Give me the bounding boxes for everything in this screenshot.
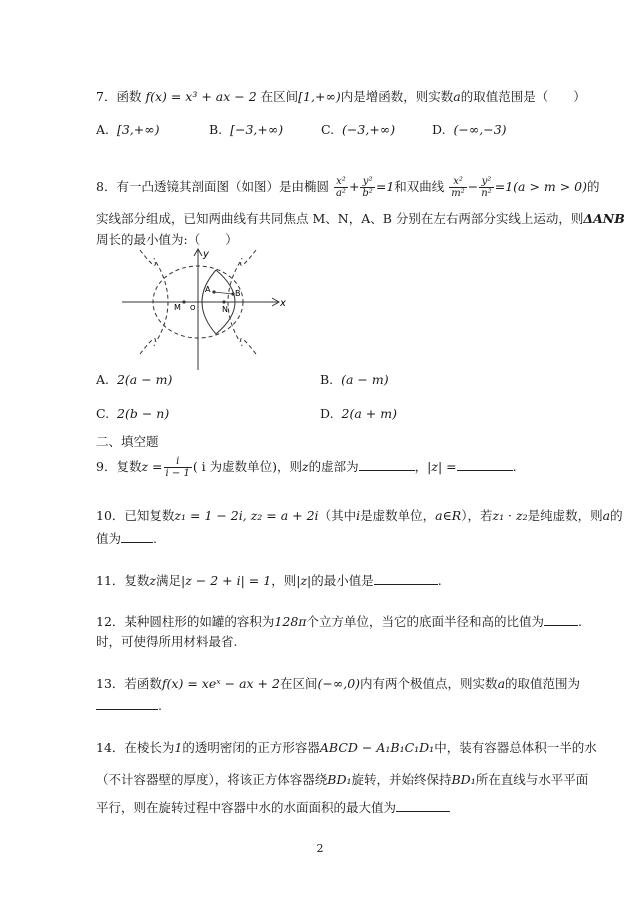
q9-blank-2[interactable]	[457, 458, 513, 471]
point-n	[222, 300, 225, 303]
q14-stem-line2: （不计容器壁的厚度），将该正方体容器绕BD₁旋转，并始终保持BD₁所在直线与水平平面	[96, 772, 589, 787]
q13-blank[interactable]	[96, 697, 158, 710]
label-a: A	[205, 285, 211, 294]
label-b: B	[235, 289, 241, 298]
q13-stem: 13．若函数f(x) = xeˣ − ax + 2在区间(−∞,0)内有两个极值点，则实数a的取值范围为	[96, 676, 581, 691]
q10-stem-line1: 10．已知复数z₁ = 1 − 2i, z₂ = a + 2i（其中i是虚数单位，a∈R），若z₁ · z₂是纯虚数，则a的	[96, 508, 623, 523]
x-axis-label: x	[280, 298, 286, 309]
q7-option-b: B. [−3,+∞)	[209, 122, 284, 137]
q8-option-a: A. 2(a − m)	[96, 372, 173, 387]
label-n: N	[222, 305, 228, 314]
q14-stem-line1: 14．在棱长为1的透明密闭的正方形容器ABCD − A₁B₁C₁D₁中，装有容器总体积一半的水	[96, 740, 597, 755]
label-m: M	[174, 303, 181, 312]
q8-stem-line2: 实线部分组成，已知两曲线有共同焦点 M、N，A、B 分别在左右两部分实线上运动，则ΔANB	[96, 211, 625, 226]
q12-stem-line2: 时，可使得所用材料最省.	[96, 634, 238, 649]
q7-function: f(x) = x³ + ax − 2	[145, 89, 257, 104]
q12-stem-line1: 12．某种圆柱形的如罐的容积为128π个立方单位，当它的底面半径和高的比值为 .	[96, 614, 582, 629]
section-fill-in-title: 二、填空题	[96, 434, 159, 449]
label-o: O	[190, 304, 196, 312]
q8-option-d: D. 2(a + m)	[320, 406, 397, 421]
q10-blank[interactable]	[121, 530, 153, 543]
q11-stem: 11．复数z满足|z − 2 + i| = 1，则|z|的最小值是 .	[96, 573, 442, 588]
hyperbola-left-outer	[140, 250, 155, 265]
q14-blank[interactable]	[396, 799, 450, 812]
y-axis-label: y	[203, 249, 209, 260]
q9-stem: 9．复数z = $\frac{i}{i - 1}$ ( i 为虚数单位)，则z的虚部为 ，|z| = .	[96, 456, 517, 479]
q14-stem-line3: 平行，则在旋转过程中容器中水的水面面积的最大值为	[96, 799, 540, 817]
q8-stem-line1: 8．有一凸透镜其剖面图（如图）是由椭圆 $\frac{\text{x²}}{\text{a²}}$ + $\frac{\text{y²}}{\text{b²}}$ =1和双曲线 $\frac{\text{x²}}{\text{m²}}$ − $\frac{\text{y²}}{\text{n²}}$ =1(a > m > 0)的	[96, 176, 600, 199]
q8-option-c: C. 2(b − n)	[96, 406, 170, 421]
q7-option-d: D. (−∞,−3)	[432, 122, 507, 137]
q7-option-c: C. (−3,+∞)	[321, 122, 396, 137]
hyperbola-right-lower	[241, 339, 256, 354]
hyperbola-right-outer	[241, 250, 256, 265]
q10-stem-line2: 值为 .	[96, 531, 157, 546]
q12-blank[interactable]	[544, 613, 578, 626]
q7-option-a: A. [3,+∞)	[96, 122, 160, 137]
q8-option-b: B. (a − m)	[320, 372, 389, 387]
q8-stem-line3: 周长的最小值为:（ ）	[96, 232, 238, 247]
q11-blank[interactable]	[374, 572, 438, 585]
q7-stem: 7．函数 f(x) = x³ + ax − 2 在区间[1,+∞)内是增函数，则实数a的取值范围是（ ）	[96, 89, 586, 104]
point-m	[182, 300, 185, 303]
q8-lens-figure	[118, 246, 290, 372]
q9-blank-1[interactable]	[359, 458, 415, 471]
hyperbola-left-lower	[140, 339, 155, 354]
page-number: 2	[316, 842, 324, 855]
q13-answer-line: .	[96, 697, 540, 715]
